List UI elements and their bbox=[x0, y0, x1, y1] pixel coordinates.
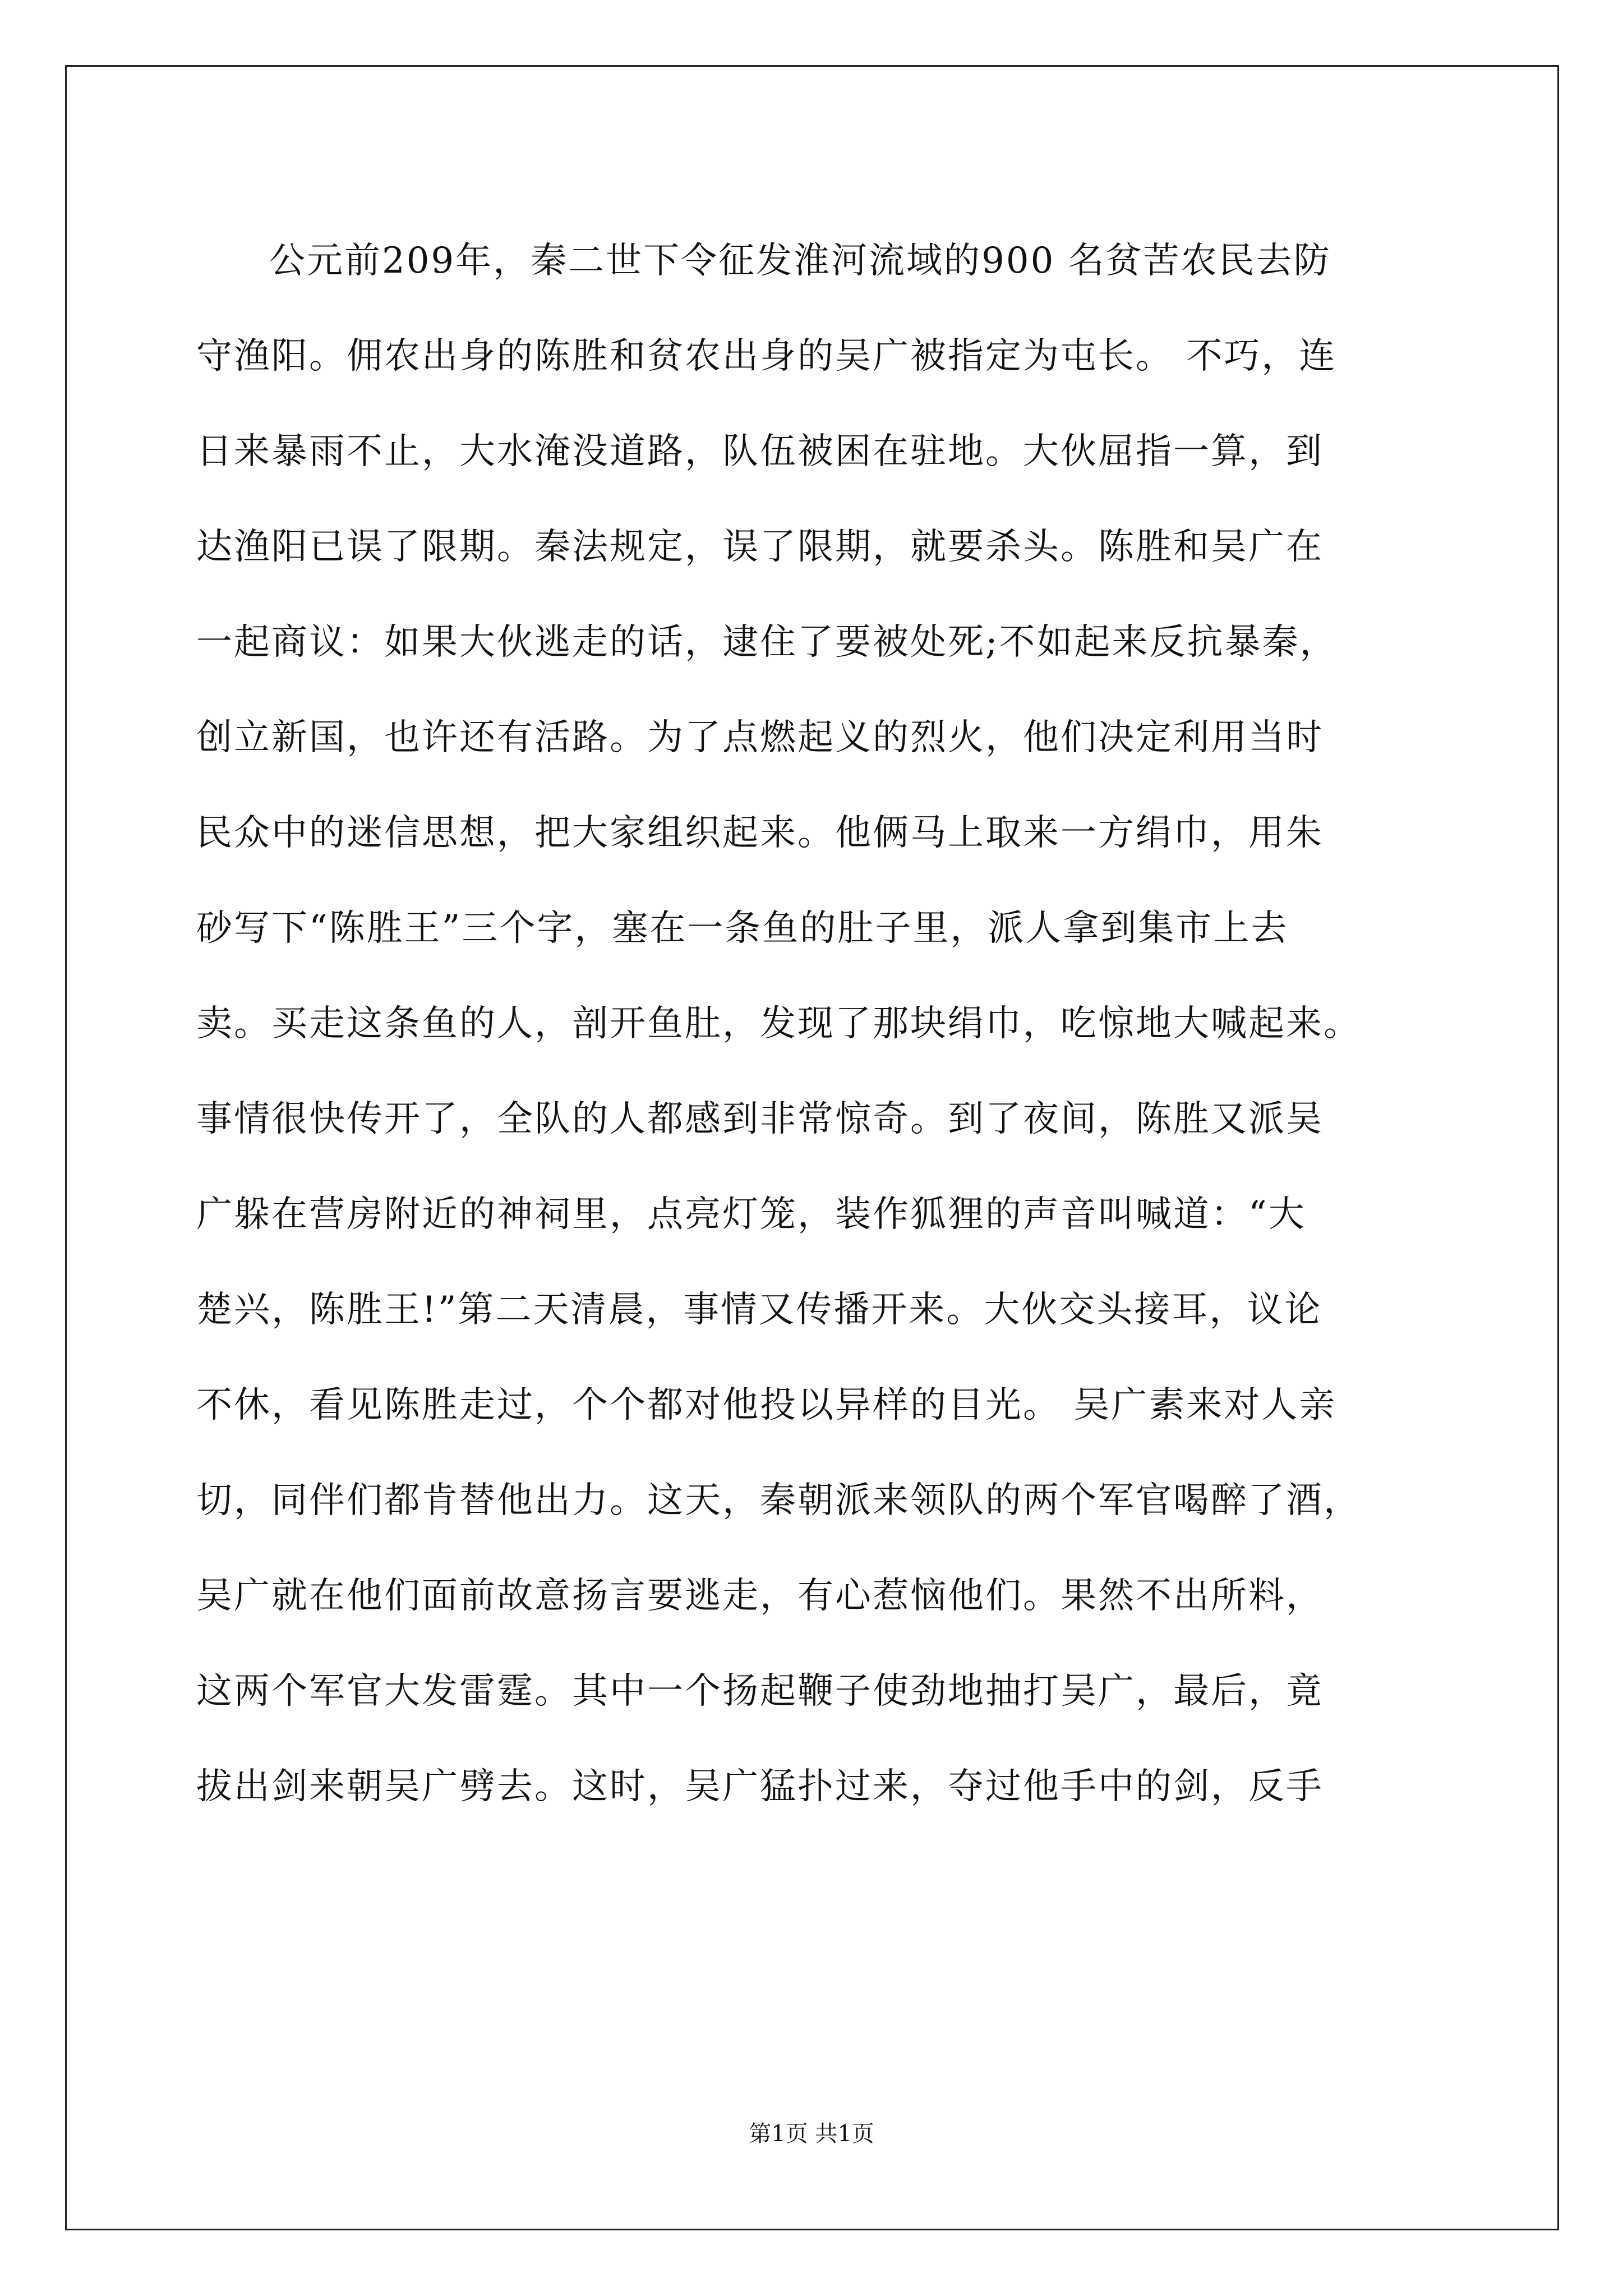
text-line: 公元前209年，秦二世下令征发淮河流域的900 名贫苦农民去防 bbox=[269, 240, 1331, 282]
text-line: 不休，看见陈胜走过，个个都对他投以异样的目光。 吴广素来对人亲 bbox=[196, 1384, 1337, 1426]
text-line: 拔出剑来朝吴广劈去。这时，吴广猛扑过来，夺过他手中的剑，反手 bbox=[196, 1766, 1324, 1807]
text-line: 达渔阳已误了限期。秦法规定，误了限期，就要杀头。陈胜和吴广在 bbox=[196, 526, 1324, 568]
text-line: 民众中的迷信思想，把大家组织起来。他俩马上取来一方绢巾，用朱 bbox=[196, 812, 1324, 854]
text-line: 事情很快传开了，全队的人都感到非常惊奇。到了夜间，陈胜又派吴 bbox=[196, 1098, 1324, 1140]
text-line: 创立新国，也许还有活路。为了点燃起义的烈火，他们决定利用当时 bbox=[196, 717, 1324, 758]
text-line: 日来暴雨不止，大水淹没道路，队伍被困在驻地。大伙屈指一算，到 bbox=[196, 431, 1324, 472]
text-line: 切，同伴们都肯替他出力。这天，秦朝派来领队的两个军官喝醉了酒， bbox=[196, 1480, 1361, 1521]
text-line: 砂写下“陈胜王”三个字，塞在一条鱼的肚子里，派人拿到集市上去 bbox=[196, 908, 1289, 949]
page-footer: 第1页 共1页 bbox=[749, 2121, 874, 2147]
text-line: 吴广就在他们面前故意扬言要逃走，有心惹恼他们。果然不出所料， bbox=[196, 1575, 1324, 1617]
text-line: 卖。买走这条鱼的人，剖开鱼肚，发现了那块绢巾，吃惊地大喊起来。 bbox=[196, 1003, 1361, 1045]
text-line: 广躲在营房附近的神祠里，点亮灯笼，装作狐狸的声音叫喊道：“大 bbox=[196, 1194, 1306, 1235]
text-line: 守渔阳。佣农出身的陈胜和贫农出身的吴广被指定为屯长。 不巧，连 bbox=[196, 335, 1337, 377]
text-line: 楚兴，陈胜王!”第二天清晨，事情又传播开来。大伙交头接耳，议论 bbox=[196, 1289, 1322, 1331]
text-line: 这两个军官大发雷霆。其中一个扬起鞭子使劲地抽打吴广，最后，竟 bbox=[196, 1671, 1324, 1712]
text-line: 一起商议：如果大伙逃走的话，逮住了要被处死;不如起来反抗暴秦， bbox=[196, 622, 1338, 663]
document-body bbox=[196, 213, 1430, 1834]
